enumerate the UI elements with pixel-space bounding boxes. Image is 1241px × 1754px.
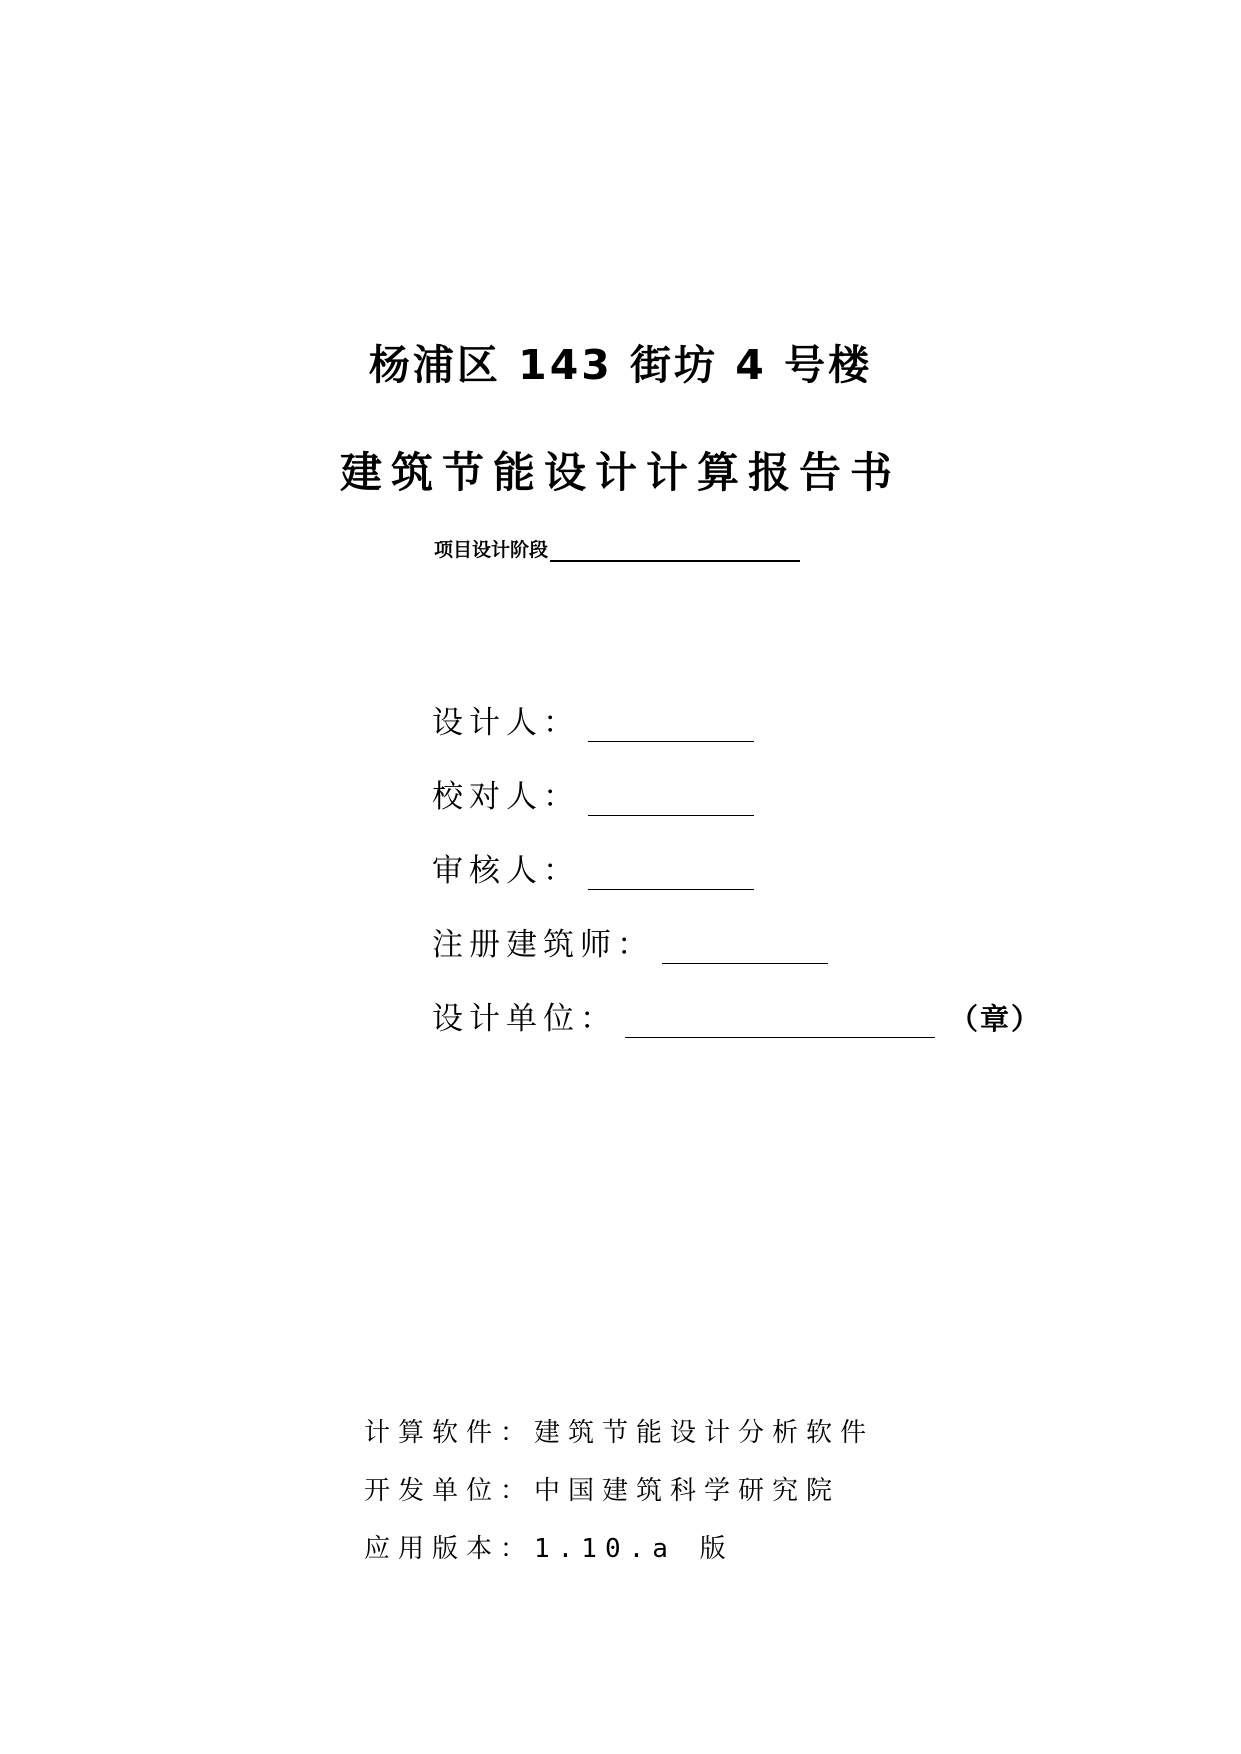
designer-label: 设计人： bbox=[432, 705, 580, 741]
seal-label: （章） bbox=[949, 1002, 1043, 1036]
software-name-line: 计算软件：建筑节能设计分析软件 bbox=[364, 1418, 875, 1448]
designer-blank bbox=[588, 715, 754, 742]
design-unit-row bbox=[432, 1002, 1042, 1038]
design-stage-row bbox=[434, 536, 800, 562]
design-unit-blank bbox=[625, 1011, 935, 1038]
reviewer-label: 审核人： bbox=[432, 853, 580, 889]
proofreader-row bbox=[432, 780, 754, 816]
developer-line: 开发单位：中国建筑科学研究院 bbox=[364, 1476, 841, 1506]
proofreader-label: 校对人： bbox=[432, 779, 580, 815]
architect-blank bbox=[662, 937, 828, 964]
version-line: 应用版本：1.10.a 版 bbox=[364, 1534, 734, 1564]
architect-row bbox=[432, 928, 828, 964]
project-title: 杨浦区 143 街坊 4 号楼 bbox=[368, 341, 873, 389]
designer-row bbox=[432, 706, 754, 742]
design-stage-blank bbox=[550, 538, 800, 562]
architect-label: 注册建筑师： bbox=[432, 927, 654, 963]
reviewer-row bbox=[432, 854, 754, 890]
design-unit-label: 设计单位： bbox=[432, 1001, 617, 1037]
design-stage-label: 项目设计阶段 bbox=[434, 539, 549, 561]
proofreader-blank bbox=[588, 789, 754, 816]
reviewer-blank bbox=[588, 863, 754, 890]
report-title: 建筑节能设计计算报告书 bbox=[339, 448, 901, 497]
